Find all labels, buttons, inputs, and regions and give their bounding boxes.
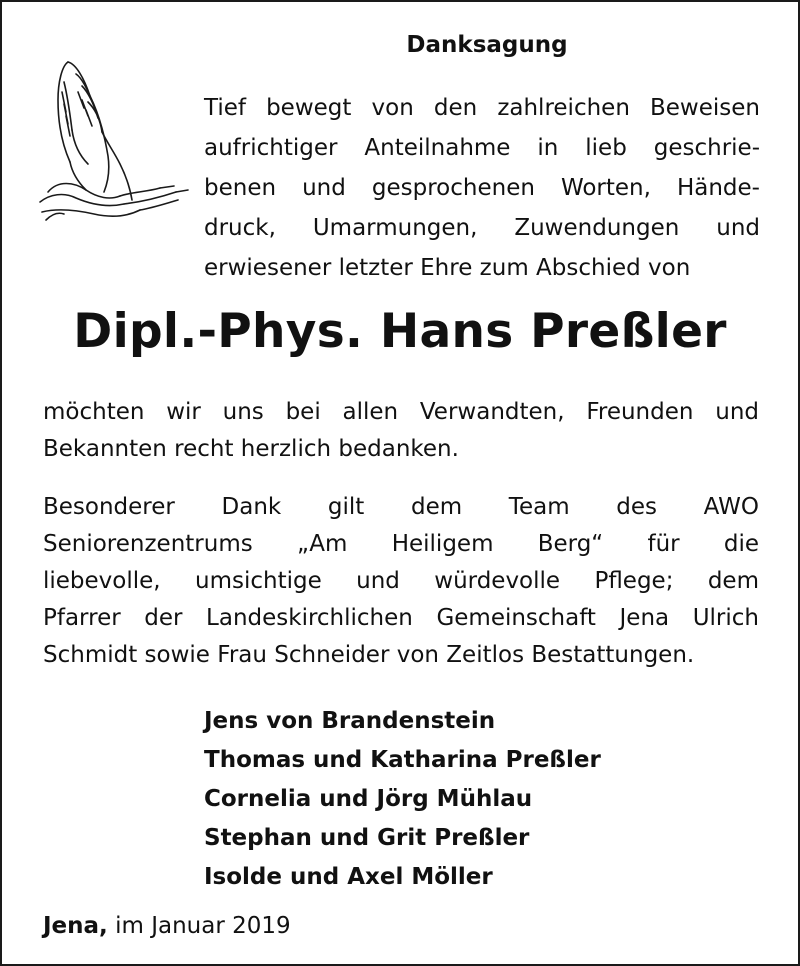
- signer-name: Stephan und Grit Preßler: [204, 825, 530, 851]
- paragraph-line: Bekannten recht herzlich bedanken.: [43, 436, 459, 462]
- signer-name: Isolde und Axel Möller: [204, 864, 493, 890]
- praying-hands-icon: [28, 52, 198, 222]
- paragraph-line: Pfarrer der Landeskirchlichen Gemeinschaft Jena Ulrich: [43, 605, 759, 631]
- intro-line: druck, Umarmungen, Zuwendungen und: [204, 215, 760, 241]
- paragraph-line: Seniorenzentrums „Am Heiligem Berg“ für die: [43, 531, 759, 557]
- signer-name: Thomas und Katharina Preßler: [204, 747, 601, 773]
- signer-name: Jens von Brandenstein: [204, 708, 496, 734]
- place-and-date: [43, 913, 291, 939]
- deceased-name: Dipl.-Phys. Hans Preßler: [73, 304, 727, 359]
- paragraph-line: Schmidt sowie Frau Schneider von Zeitlos Bestattungen.: [43, 642, 695, 668]
- paragraph-line: möchten wir uns bei allen Verwandten, Freunden und: [43, 399, 759, 425]
- intro-line: Tief bewegt von den zahlreichen Beweisen: [204, 95, 760, 121]
- thanks-paragraph: [43, 394, 759, 468]
- paragraph-line: liebevolle, umsichtige und würdevolle Pflege; dem: [43, 568, 759, 594]
- intro-line: erwiesener letzter Ehre zum Abschied von: [204, 255, 691, 281]
- intro-text: [204, 88, 760, 288]
- paragraph-line: Besonderer Dank gilt dem Team des AWO: [43, 494, 759, 520]
- place: Jena,: [43, 913, 108, 939]
- intro-line: aufrichtiger Anteilnahme in lieb geschrie-: [204, 135, 760, 161]
- date-text: im Januar 2019: [107, 913, 291, 939]
- signer-name: Cornelia und Jörg Mühlau: [204, 786, 533, 812]
- intro-line: benen und gesprochenen Worten, Hände-: [204, 175, 760, 201]
- special-thanks-paragraph: [43, 489, 759, 674]
- signers-list: [204, 702, 601, 897]
- notice-heading: Danksagung: [406, 32, 568, 58]
